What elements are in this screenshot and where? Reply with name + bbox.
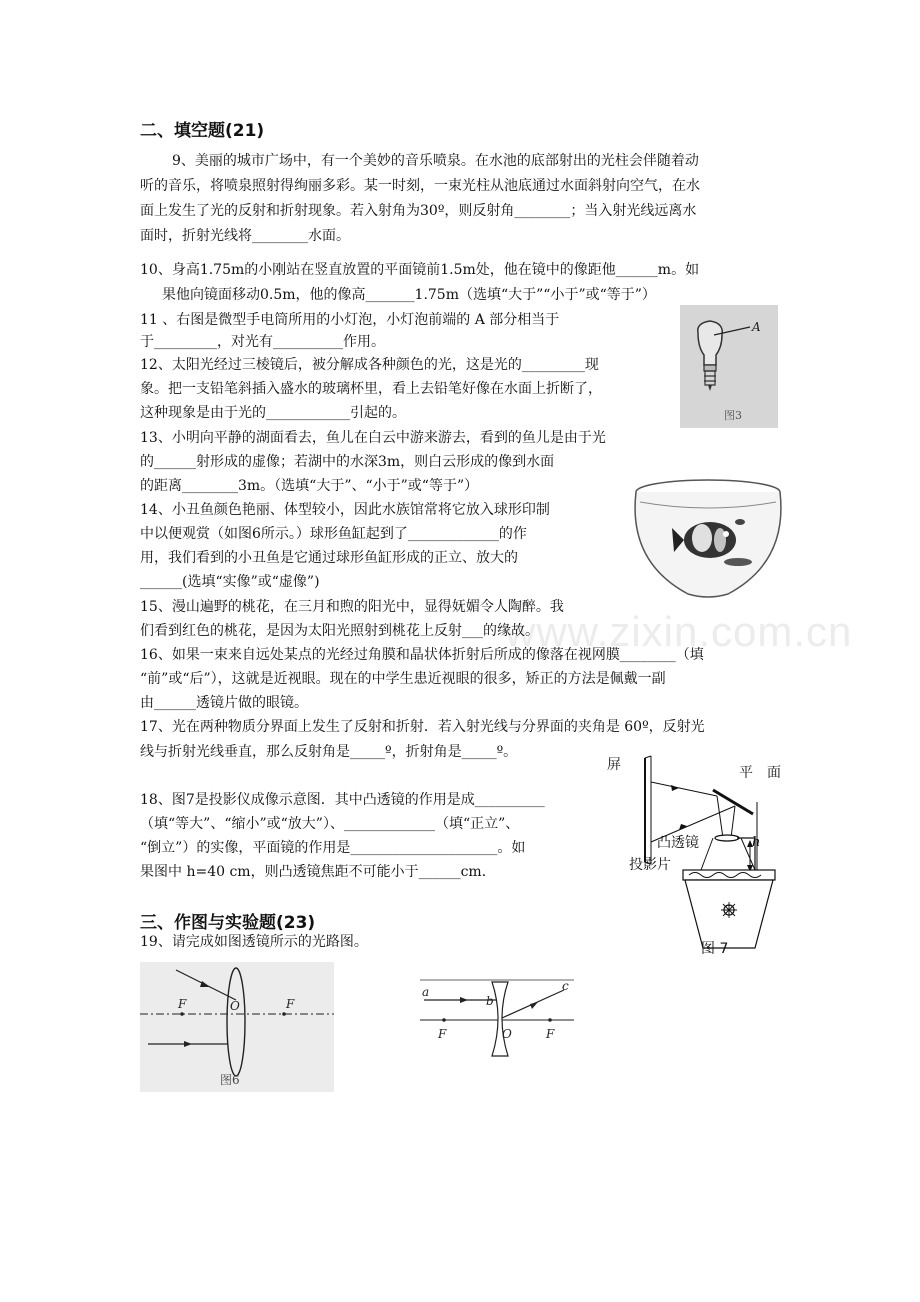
q15-line1: 15、漫山遍野的桃花，在三月和煦的阳光中，显得妩媚令人陶醉。我 <box>140 599 564 615</box>
fig6-o: O <box>230 999 240 1013</box>
q13-line3: 的距离________3m。（选填“大于”、“小于”或“等于”） <box>140 478 479 494</box>
q18-line2: （填“等大”、“缩小”或“放大”）、_____________（填“正立”、 <box>140 816 520 832</box>
convex-lens-drawing <box>140 962 334 1092</box>
q18-line1: 18、图7是投影仪成像示意图．其中凸透镜的作用是成__________ <box>140 792 545 808</box>
q17-line2: 线与折射光线垂直，那么反射角是_____º，折射角是_____º。 <box>140 744 518 760</box>
q19-text: 19、请完成如图透镜所示的光路图。 <box>140 934 368 950</box>
q16-line3: 由______透镜片做的眼镜。 <box>140 695 308 711</box>
q9-line3: 面上发生了光的反射和折射现象。若入射角为30º，则反射角________；当入射光线远离水 <box>140 203 697 219</box>
fig7-screen-label: 屏 <box>607 757 621 773</box>
q9-line4: 面时，折射光线将________水面。 <box>140 228 350 244</box>
bulb-drawing <box>680 305 778 428</box>
figure-fishbowl <box>628 462 788 602</box>
q16-line1: 16、如果一束来自远处某点的光经过角膜和晶状体折射后所成的像落在视网膜________（填 <box>140 647 704 663</box>
q11-line2: 于_________，对光有__________作用。 <box>140 334 385 350</box>
figc-c: c <box>562 979 569 993</box>
figure-6-convex-lens <box>140 962 334 1092</box>
q12-line1: 12、太阳光经过三棱镜后，被分解成各种颜色的光，这是光的_________现 <box>140 357 599 373</box>
q14-line2: 中以便观赏（如图6所示。）球形鱼缸起到了_____________的作 <box>140 526 527 542</box>
fig3-caption: 图3 <box>724 409 742 422</box>
fig7-slide-label: 投影片 <box>629 857 671 873</box>
q15-line2: 们看到红色的桃花，是因为太阳光照射到桃花上反射___的缘故。 <box>140 623 539 639</box>
q18-line4: 果图中 h=40 cm，则凸透镜焦距不可能小于______cm． <box>140 864 496 880</box>
q12-line3: 这种现象是由于光的____________引起的。 <box>140 405 406 421</box>
figure-concave-lens <box>420 972 580 1058</box>
figc-o: O <box>502 1027 512 1041</box>
q12-line2: 象。把一支铅笔斜插入盛水的玻璃杯里，看上去铅笔好像在水面上折断了， <box>140 381 602 397</box>
q14-line3: 用，我们看到的小丑鱼是它通过球形鱼缸形成的正立、放大的 <box>140 550 518 566</box>
fig6-f-right: F <box>286 997 295 1011</box>
q10-line2: 果他向镜面移动0.5m，他的像高_______1.75m（选填“大于”“小于”或“等于”） <box>162 287 656 303</box>
fig7-mirror-label: 平 面 <box>739 765 781 781</box>
q9-line1: 9、美丽的城市广场中，有一个美妙的音乐喷泉。在水池的底部射出的光柱会伴随着动 <box>172 153 699 169</box>
concave-lens-drawing <box>420 972 580 1058</box>
section-title-fill-in: 二、填空题(21) <box>140 121 265 141</box>
q17-line1: 17、光在两种物质分界面上发生了反射和折射．若入射光线与分界面的夹角是 60º，反射光 <box>140 719 705 735</box>
figure-7-projector <box>605 752 787 962</box>
fig6-f-left: F <box>178 997 187 1011</box>
figc-a: a <box>422 985 430 999</box>
fig3-label-a: A <box>752 320 761 334</box>
q14-line1: 14、小丑鱼颜色艳丽、体型较小，因此水族馆常将它放入球形印制 <box>140 502 550 518</box>
q11-line1: 11 、右图是微型手电筒所用的小灯泡，小灯泡前端的 A 部分相当于 <box>140 312 560 328</box>
figc-b: b <box>486 994 494 1008</box>
fig6-caption: 图6 <box>220 1073 240 1087</box>
fishbowl-drawing <box>628 462 788 602</box>
fig7-h-label: h <box>752 835 761 850</box>
watermark: www.zixin.com.cn <box>505 608 853 655</box>
q18-line3: “倒立”）的实像，平面镜的作用是_____________________。如 <box>140 840 526 856</box>
fig7-caption: 图 7 <box>701 941 729 957</box>
q10-line1: 10、身高1.75m的小刚站在竖直放置的平面镜前1.5m处，他在镜中的像距他______m。如 <box>140 262 700 278</box>
q14-line4: ______(选填“实像”或“虚像”) <box>140 574 320 590</box>
figc-f-left: F <box>438 1027 447 1041</box>
q13-line2: 的______射形成的虚像；若湖中的水深3m，则白云形成的像到水面 <box>140 454 555 470</box>
section-title-drawing: 三、作图与实验题(23) <box>140 913 316 933</box>
fig7-lens-label: 凸透镜 <box>657 835 699 851</box>
q16-line2: “前”或“后”），这就是近视眼。现在的中学生患近视眼的很多，矫正的方法是佩戴一副 <box>140 671 666 687</box>
figc-f-right: F <box>546 1027 555 1041</box>
figure-3-bulb <box>680 305 778 428</box>
q9-line2: 听的音乐，将喷泉照射得绚丽多彩。某一时刻，一束光柱从池底通过水面斜射向空气，在水 <box>140 178 700 194</box>
q13-line1: 13、小明向平静的湖面看去，鱼儿在白云中游来游去，看到的鱼儿是由于光 <box>140 430 606 446</box>
